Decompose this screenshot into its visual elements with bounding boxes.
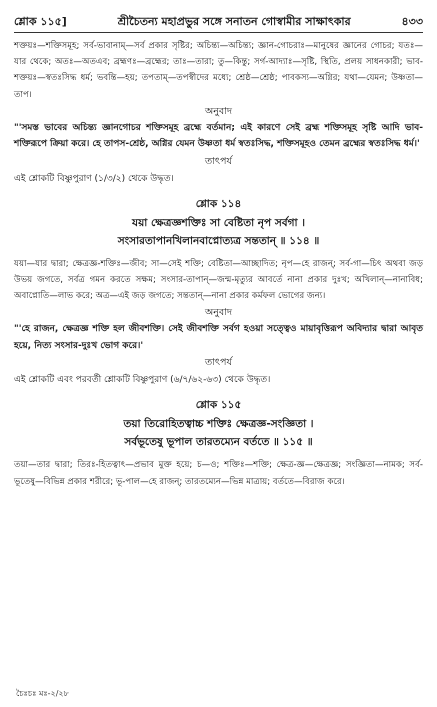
page-footer: চৈঃচঃ মঃ-২/২৮ xyxy=(16,689,69,698)
verse-115-line-2: সর্বভূতেষু ভূপাল তারতম্যেন বর্ততে ॥ ১১৫ ॥ xyxy=(124,436,313,449)
word-for-word-114: যয়া—যার দ্বারা; ক্ষেত্রজ্ঞ-শক্তিঃ—জীব; সা—সেই শক্তি; বেষ্টিতা—আচ্ছাদিত; নৃপ—হে রাজন্; সর্ব-গা—চিৎ অথবা জড় উভয় জগতে, সর্বত্র গমন করতে সক্ষম; সংসার-তাপান্—জন্ম-মৃত্যুর আবর্তে নানা প্রকার দুঃখ; অখিলান্—নানাবিধ; অবাপ্নোতি—লাভ করে; অত্র—এই জড় জগতে; সন্ততান্—নানা প্রকার কর্মফল ভোগের জন্য। xyxy=(14,258,423,302)
translation-114: "'হে রাজন, ক্ষেত্রজ্ঞ শক্তি হল জীবশক্তি। সেই জীবশক্তি সর্বগ হওয়া সত্ত্বেও মায়াবৃত্তিরূপ অবিদ্যার দ্বারা আবৃত হয়ে, নিত্য সংসার-দুঃখ ভোগ করে।' xyxy=(14,324,423,351)
purport-114: এই শ্লোকটি এবং পরবর্তী শ্লোকটি বিষ্ণুপুরাণ (৬/৭/৬২-৬৩) থেকে উদ্ধৃত। xyxy=(14,375,271,386)
word-for-word-115: তয়া—তার দ্বারা; তিরঃ-হিতত্বাৎ—প্রভাব মুক্ত হয়ে; চ—ও; শক্তিঃ—শক্তি; ক্ষেত্র-জ্ঞ—ক্ষেত্রজ্ঞ; সংজ্ঞিতা—নামক; সর্ব-ভূতেষু—বিভিন্ন প্রকার শরীরে; ভূ-পাল—হে রাজন্; তারতম্যেন—ভিন্ন মাত্রায়; বর্ততে—বিরাজ করে। xyxy=(14,460,423,487)
page-number: ৪৩৩ xyxy=(401,14,423,28)
verse-115-line-1: তয়া তিরোহিতত্বাচ্চ শক্তিঃ ক্ষেত্রজ্ঞ-সংজ্ঞিতা । xyxy=(123,418,314,431)
translation-heading: অনুবাদ xyxy=(205,105,232,117)
verse-reference: শ্লোক ১১৫] xyxy=(14,14,67,28)
verse-number-115: শ্লোক ১১৫ xyxy=(195,399,242,412)
page-body xyxy=(14,38,423,490)
verse-114-line-2: সংসারতাপানখিলানবাপ্নোত্যত্র সন্ততান্ ॥ ১১৪ ॥ xyxy=(117,234,320,247)
translation-113: "'সমস্ত ভাবের অচিন্ত্য জ্ঞানগোচর শক্তিসমূহ ব্রহ্মে বর্তমান; এই কারণে সেই ব্রহ্ম শক্তিসমূহ সৃষ্টি আদি ভাব-শক্তিরূপে ক্রিয়া করে। হে তাপস-শ্রেষ্ঠ, অগ্নির যেমন উষ্ণতা ধর্ম স্বতঃসিদ্ধ, শক্তিসমূহও তেমন ব্রহ্মের স্বতঃসিদ্ধ ধর্ম।' xyxy=(14,122,423,150)
purport-heading: তাৎপর্য xyxy=(205,155,232,167)
page-header xyxy=(14,12,423,33)
verse-number-114: শ্লোক ১১৪ xyxy=(195,197,242,210)
purport-113: এই শ্লোকটি বিষ্ণুপুরাণ (১/৩/২) থেকে উদ্ধৃত। xyxy=(14,173,174,184)
translation-heading: অনুবাদ xyxy=(205,307,232,319)
word-for-word-113: শক্তয়ঃ—শক্তিসমূহ; সর্ব-ভাবানাম্—সর্ব প্রকার সৃষ্টির; অচিন্ত্য—অচিন্ত্য; জ্ঞান-গোচরাঃ—মানুষের জ্ঞানের গোচর; যতঃ—যার থেকে; অতঃ—অতএব; ব্রহ্মণঃ—ব্রহ্মের; তাঃ—তারা; তু—কিন্তু; সর্গ-আদ্যাঃ—সৃষ্টি, স্থিতি, প্রলয় সাধনকারী; ভাব-শক্তয়ঃ—স্বতঃসিদ্ধ ধর্ম; ভবন্তি—হয়; তপতাম্—তপস্বীদের মধ্যে; শ্রেষ্ঠ—শ্রেষ্ঠ; পাবকস্য—অগ্নির; যথা—যেমন; উষ্ণতা—তাপ। xyxy=(14,41,423,100)
verse-114-line-1: যয়া ক্ষেত্রজ্ঞশক্তিঃ সা বেষ্টিতা নৃপ সর্বগা । xyxy=(132,216,305,229)
purport-heading: তাৎপর্য xyxy=(205,357,232,369)
chapter-title: শ্রীচৈতন্য মহাপ্রভুর সঙ্গে সনাতন গোস্বামীর সাক্ষাৎকার xyxy=(117,14,351,28)
